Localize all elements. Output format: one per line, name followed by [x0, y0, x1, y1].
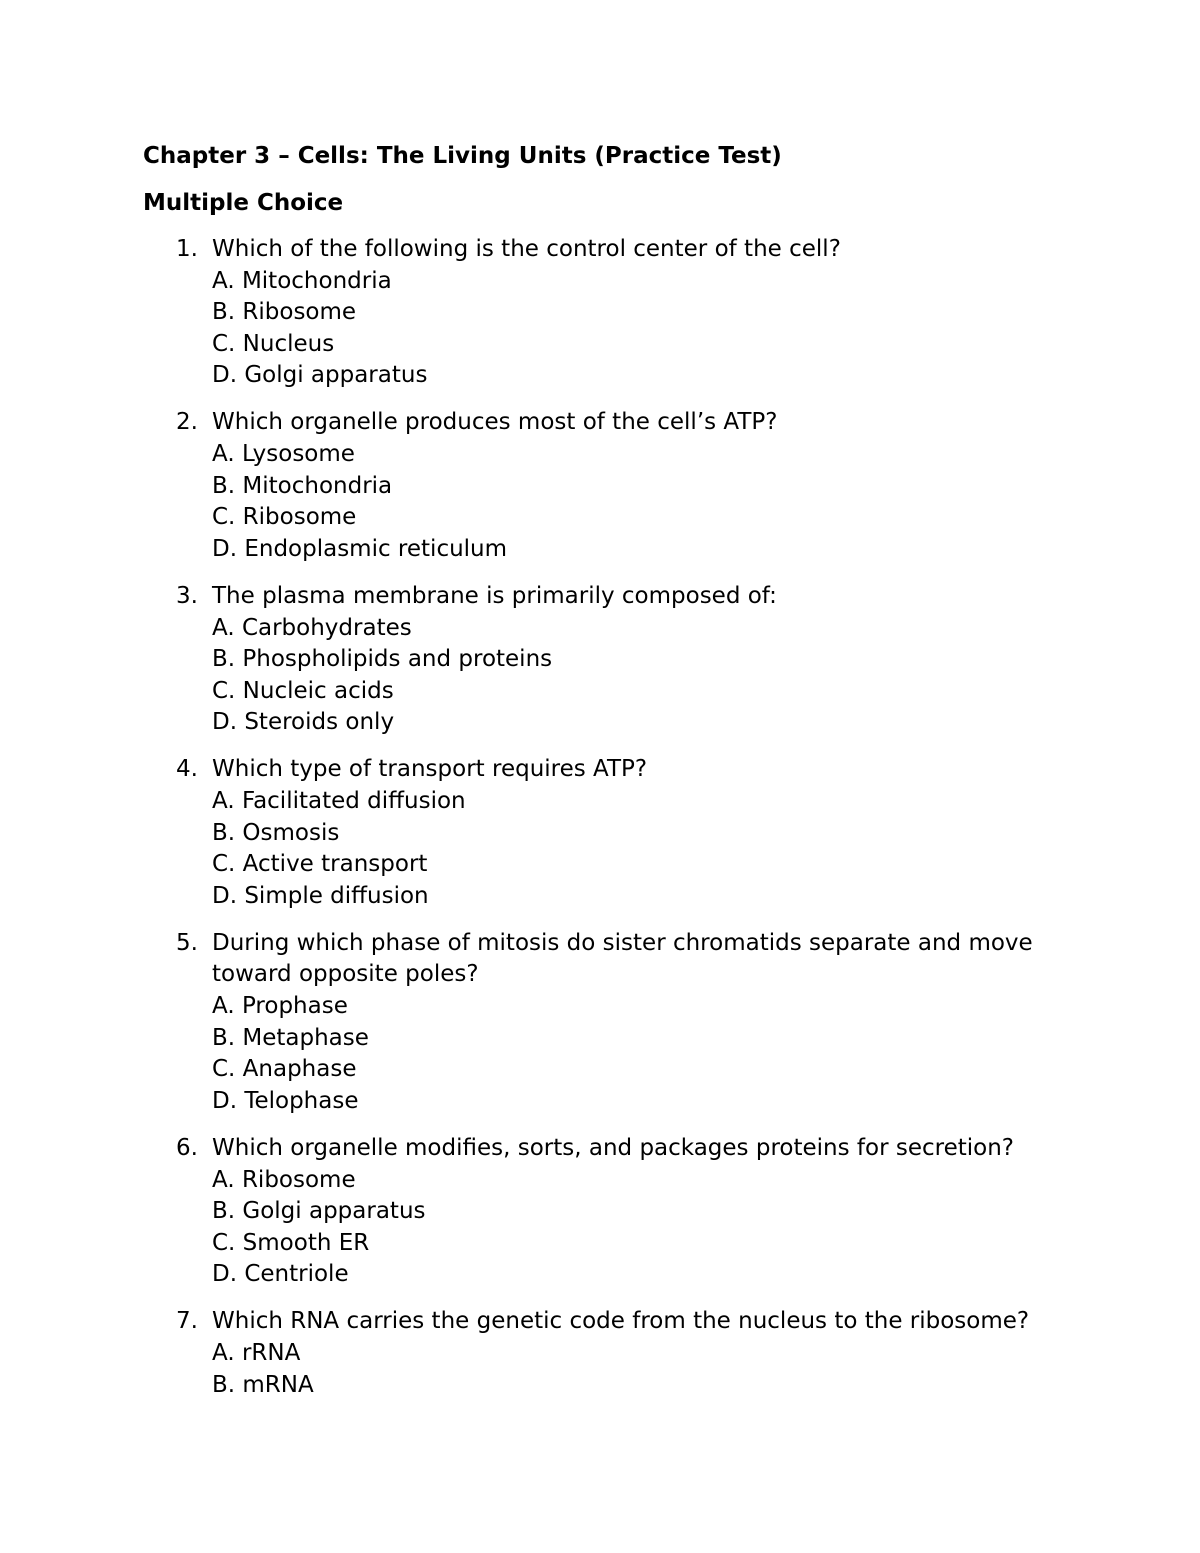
answer-option: D. Steroids only	[212, 709, 395, 736]
section-heading: Multiple Choice	[143, 190, 344, 216]
page-title: Chapter 3 – Cells: The Living Units (Practice Test)	[143, 143, 782, 169]
answer-option: B. mRNA	[212, 1371, 314, 1398]
answer-option: C. Nucleus	[212, 330, 335, 357]
answer-option: C. Smooth ER	[212, 1229, 370, 1256]
answer-option: A. rRNA	[212, 1340, 301, 1366]
question-text: The plasma membrane is primarily composed of:	[212, 582, 777, 609]
question-item-1	[0, 234, 1200, 392]
answer-option: D. Simple diffusion	[212, 882, 429, 909]
answer-option: D. Endoplasmic reticulum	[212, 535, 508, 562]
question-text: Which type of transport requires ATP?	[212, 756, 648, 783]
question-item-4	[0, 754, 1200, 912]
question-text: Which RNA carries the genetic code from the nucleus to the ribosome?	[212, 1308, 1030, 1335]
answer-option: D. Telophase	[212, 1087, 359, 1114]
answer-option: B. Mitochondria	[212, 472, 393, 499]
answer-option: A. Facilitated diffusion	[212, 788, 466, 814]
answer-option: A. Mitochondria	[212, 267, 392, 294]
answer-option: B. Ribosome	[212, 299, 357, 326]
answer-option: B. Phospholipids and proteins	[212, 646, 553, 673]
answer-option: C. Anaphase	[212, 1056, 357, 1083]
question-list	[0, 234, 1200, 1417]
question-text: Which organelle produces most of the cell’s ATP?	[212, 409, 778, 436]
answer-option: B. Golgi apparatus	[212, 1198, 426, 1225]
question-number: 5.	[176, 929, 198, 956]
answer-option: A. Carbohydrates	[212, 614, 412, 641]
question-item-3	[0, 581, 1200, 739]
question-number: 2.	[176, 409, 198, 436]
answer-option: B. Osmosis	[212, 819, 340, 846]
question-number: 3.	[176, 582, 198, 609]
answer-option: C. Active transport	[212, 851, 428, 878]
question-number: 7.	[176, 1308, 198, 1335]
question-number: 4.	[176, 756, 198, 783]
answer-option: A. Prophase	[212, 993, 348, 1020]
answer-option: A. Ribosome	[212, 1166, 356, 1193]
question-number: 1.	[176, 236, 198, 262]
question-item-2	[0, 407, 1200, 565]
question-text: During which phase of mitosis do sister chromatids separate and move toward opposite poles?	[212, 929, 1033, 988]
answer-option: A. Lysosome	[212, 441, 355, 468]
question-text: Which organelle modifies, sorts, and packages proteins for secretion?	[212, 1134, 1014, 1161]
question-item-5	[0, 928, 1200, 1118]
question-item-7	[0, 1306, 1200, 1401]
answer-option: D. Centriole	[212, 1261, 349, 1288]
question-number: 6.	[176, 1134, 198, 1161]
question-text: Which of the following is the control center of the cell?	[212, 236, 841, 262]
answer-option: C. Ribosome	[212, 504, 357, 531]
question-item-6	[0, 1133, 1200, 1291]
answer-option: B. Metaphase	[212, 1024, 369, 1051]
answer-option: D. Golgi apparatus	[212, 362, 428, 389]
answer-option: C. Nucleic acids	[212, 677, 394, 704]
